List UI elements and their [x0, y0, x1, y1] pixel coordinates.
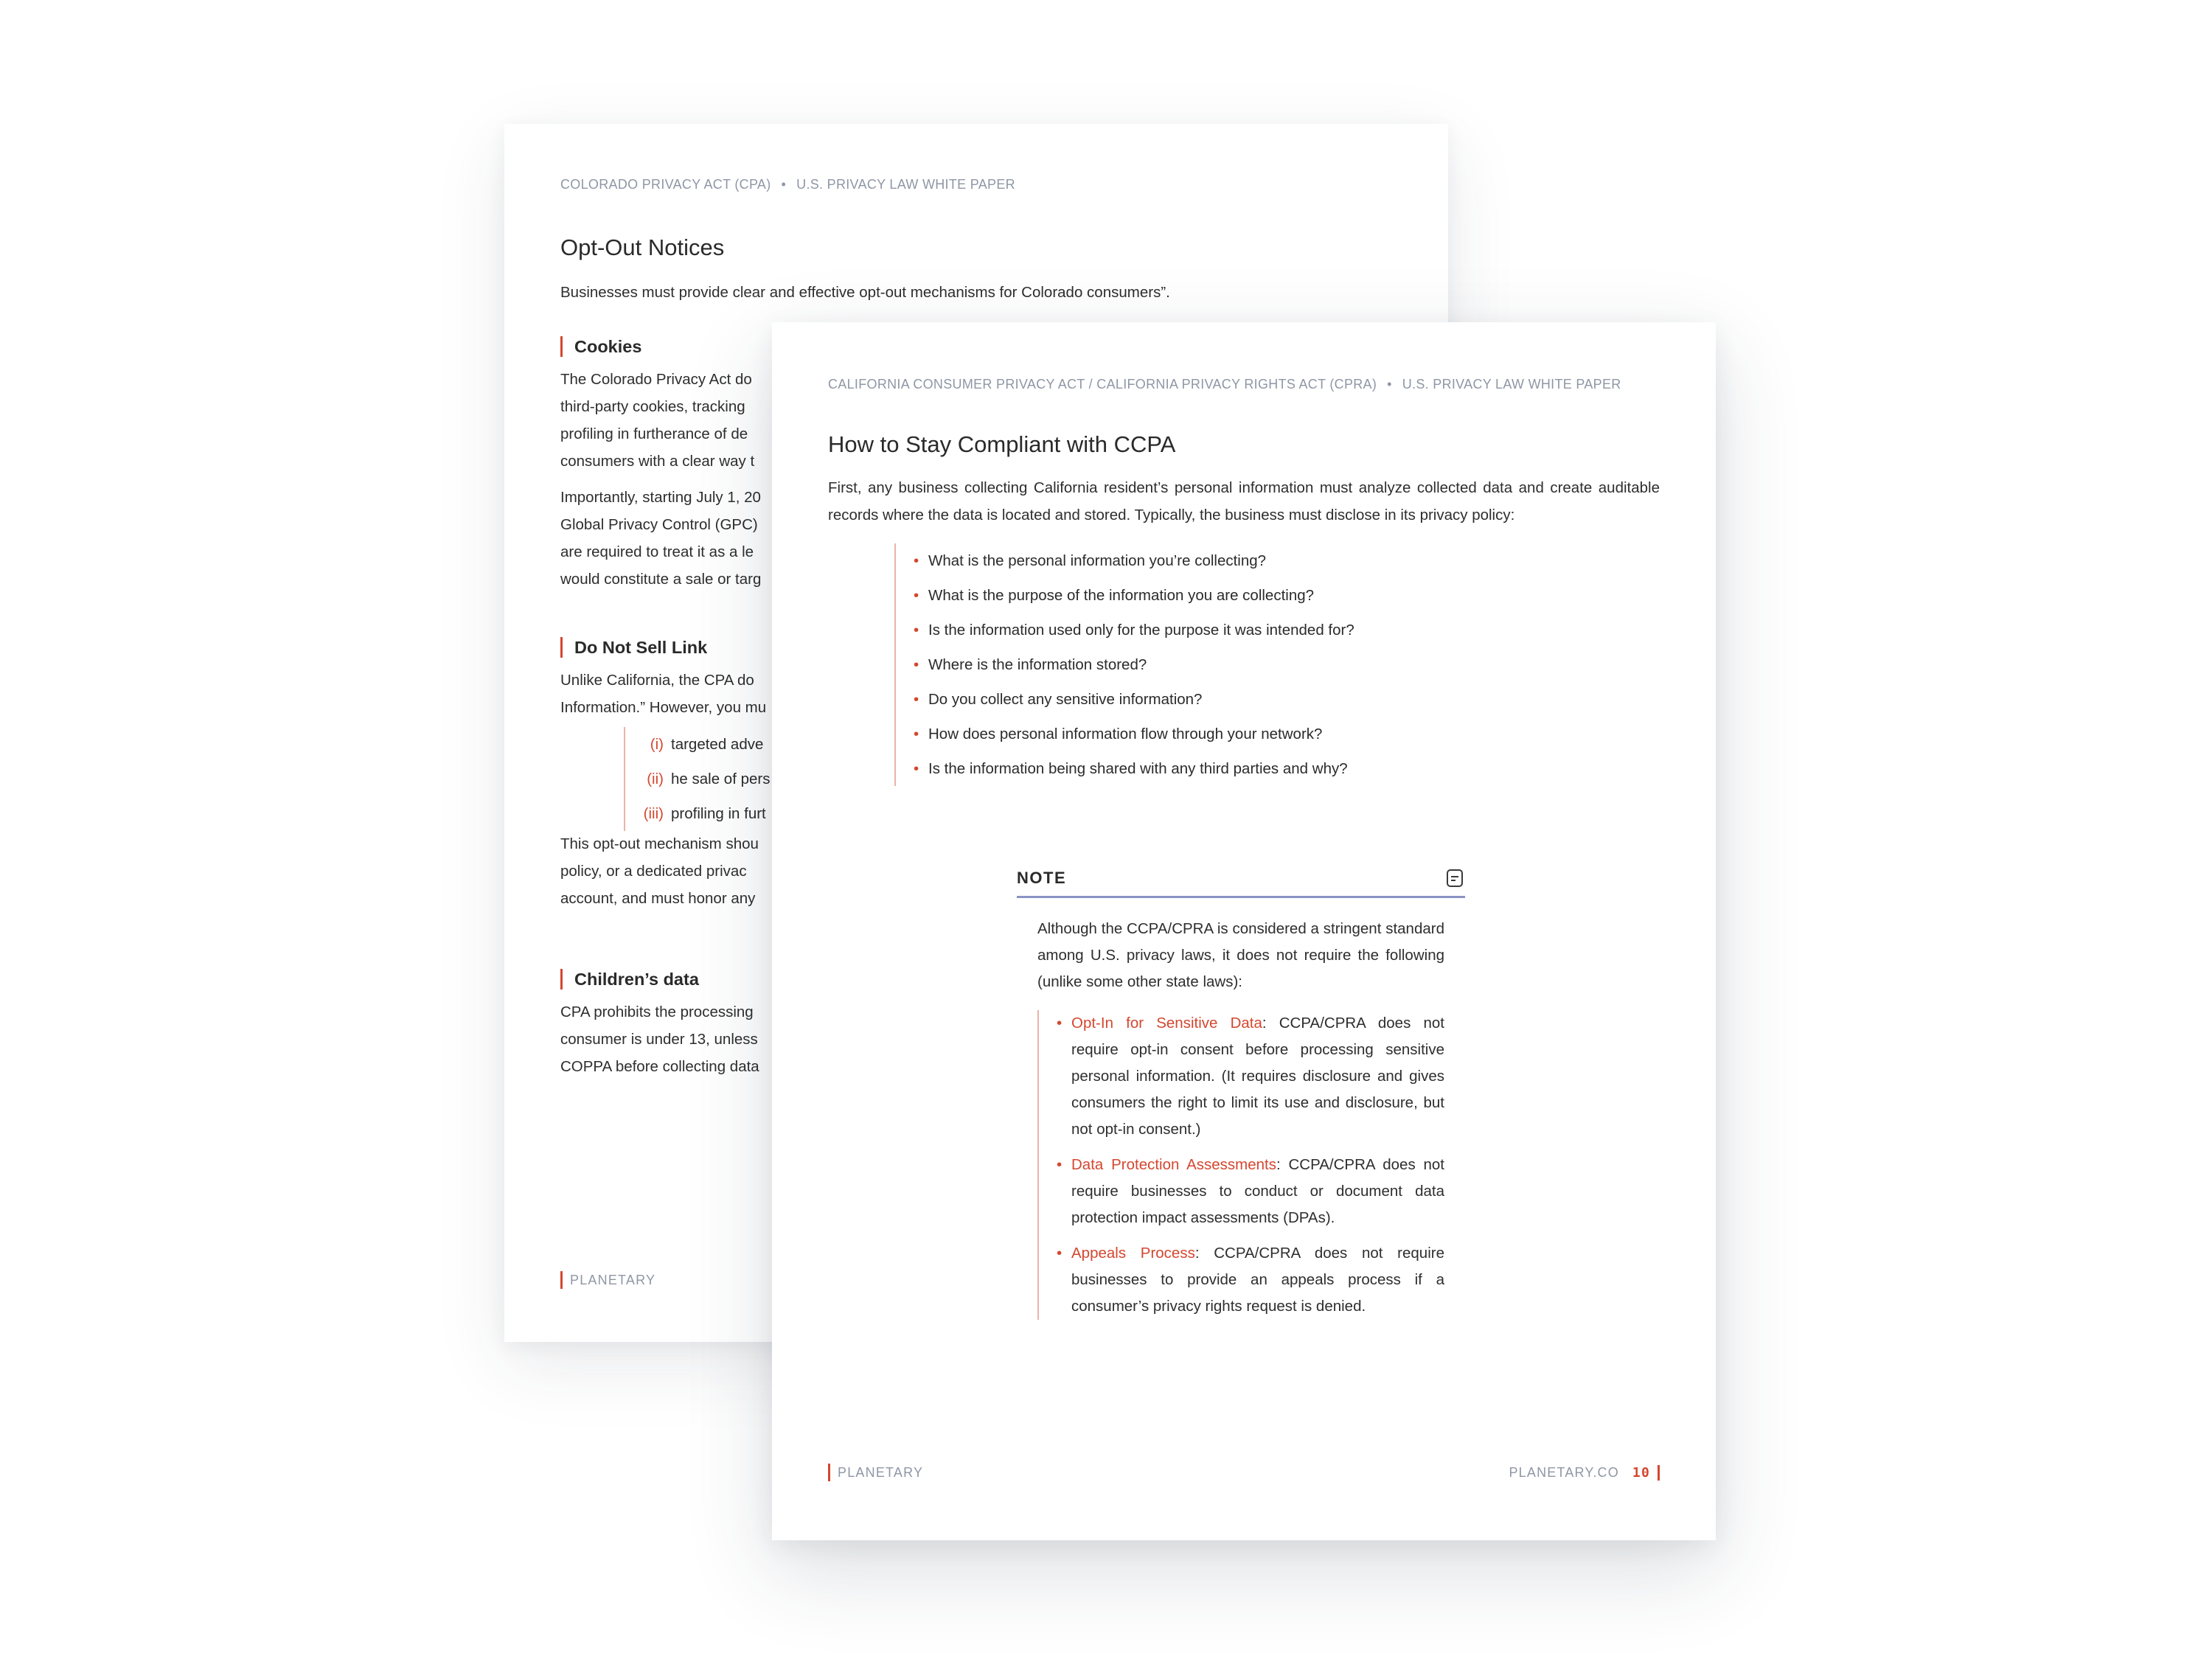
- intro-paragraph: Businesses must provide clear and effective opt-out mechanisms for Colorado consumers”.: [560, 284, 1170, 301]
- footer-brand: PLANETARY: [828, 1464, 923, 1481]
- footer-brand: PLANETARY: [560, 1271, 655, 1289]
- list-numeral: (i): [650, 736, 664, 753]
- list-item: [639, 762, 770, 796]
- running-header: [560, 177, 1015, 192]
- header-separator: •: [1387, 377, 1392, 392]
- footer-site-url: PLANETARY.CO: [1509, 1465, 1619, 1480]
- text-line: COPPA before collecting data: [560, 1058, 759, 1075]
- note-item-term: Appeals Process: [1071, 1245, 1195, 1262]
- list-text: profiling in furt: [671, 805, 766, 822]
- note-item: [1057, 1010, 1444, 1143]
- list-item: • What is the purpose of the information you are collecting?: [914, 578, 1354, 613]
- list-item: • Do you collect any sensitive information?: [914, 682, 1354, 717]
- list-item: [639, 727, 770, 762]
- text-line: The Colorado Privacy Act do: [560, 371, 752, 388]
- privacy-policy-questions: [894, 543, 1354, 786]
- page-title: How to Stay Compliant with CCPA: [828, 431, 1176, 457]
- text-line: consumer is under 13, unless: [560, 1031, 758, 1048]
- note-title: NOTE: [1017, 869, 1067, 887]
- note-icon: [1444, 868, 1465, 888]
- note-item-text: : CCPA/CPRA does not require businesses to provide an appeals process if a consumer’s privacy rights request is denied.: [1071, 1245, 1444, 1315]
- text-line: third-party cookies, tracking: [560, 398, 745, 415]
- note-list: [1037, 1010, 1444, 1320]
- text-line: are required to treat it as a le: [560, 543, 754, 560]
- list-item: • What is the personal information you’re collecting?: [914, 543, 1354, 578]
- section-heading-childrens-data: Children’s data: [560, 969, 699, 990]
- list-text: he sale of pers: [671, 771, 771, 787]
- text-line: would constitute a sale or targ: [560, 571, 762, 588]
- text-line: This opt-out mechanism shou: [560, 835, 759, 852]
- list-item: • Is the information being shared with any third parties and why?: [914, 751, 1354, 786]
- note-item: [1057, 1240, 1444, 1320]
- text-line: profiling in furtherance of de: [560, 425, 748, 442]
- note-item-text: : CCPA/CPRA does not require opt-in consent before processing sensitive personal information. (It requires disclosure and gives consumers the right to limit its use and disclosure, but not opt-in consent.): [1071, 1015, 1445, 1138]
- note-item-text: : CCPA/CPRA does not require businesses to conduct or document data protection impact assessments (DPAs).: [1071, 1156, 1444, 1226]
- text-line: Global Privacy Control (GPC): [560, 516, 758, 533]
- note-item-term: Data Protection Assessments: [1071, 1156, 1276, 1173]
- list-numeral: (iii): [643, 805, 664, 822]
- header-separator: •: [781, 177, 787, 192]
- list-item: [639, 796, 770, 831]
- header-doc-title: U.S. PRIVACY LAW WHITE PAPER: [1402, 377, 1621, 392]
- intro-paragraph: First, any business collecting California resident’s personal information must analyze collected data and create auditable records where the data is located and stored. Typically, the business must disclose in its privacy policy:: [828, 479, 1660, 524]
- opt-out-purposes-list: [624, 727, 770, 831]
- note-item: [1057, 1152, 1444, 1231]
- text-line: consumers with a clear way t: [560, 453, 755, 470]
- header-doc-title: U.S. PRIVACY LAW WHITE PAPER: [796, 177, 1015, 192]
- text-line: account, and must honor any: [560, 890, 756, 907]
- header-section: CALIFORNIA CONSUMER PRIVACY ACT / CALIFORNIA PRIVACY RIGHTS ACT (CPRA): [828, 377, 1377, 392]
- front-page: [772, 322, 1716, 1540]
- page-title: Opt-Out Notices: [560, 234, 725, 260]
- list-text: targeted adve: [671, 736, 764, 753]
- note-intro: Although the CCPA/CPRA is considered a stringent standard among U.S. privacy laws, it does not require the following (unlike some other state laws):: [1037, 920, 1444, 990]
- section-heading-do-not-sell: Do Not Sell Link: [560, 637, 707, 658]
- list-item: • How does personal information flow through your network?: [914, 717, 1354, 751]
- page-number: 10: [1632, 1465, 1660, 1481]
- text-line: Importantly, starting July 1, 20: [560, 489, 761, 506]
- text-line: CPA prohibits the processing: [560, 1004, 754, 1020]
- list-item: • Where is the information stored?: [914, 647, 1354, 682]
- list-numeral: (ii): [647, 771, 664, 787]
- list-item: • Is the information used only for the purpose it was intended for?: [914, 613, 1354, 647]
- running-header: [828, 377, 1621, 392]
- text-line: Unlike California, the CPA do: [560, 672, 754, 689]
- note-item-term: Opt-In for Sensitive Data: [1071, 1015, 1262, 1032]
- footer-site: [1509, 1464, 1660, 1482]
- note-header: [1017, 868, 1465, 898]
- section-heading-cookies: Cookies: [560, 336, 641, 357]
- header-section: COLORADO PRIVACY ACT (CPA): [560, 177, 771, 192]
- note-body: [1017, 898, 1465, 1320]
- text-line: policy, or a dedicated privac: [560, 863, 747, 880]
- text-line: Information.” However, you mu: [560, 699, 767, 716]
- note-callout: [1017, 868, 1465, 1329]
